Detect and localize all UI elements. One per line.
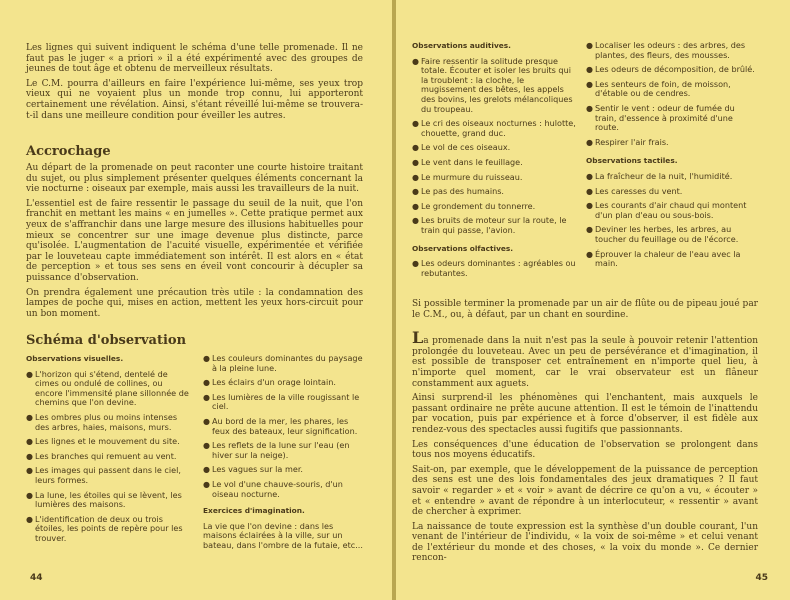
intro-paragraph: Le C.M. pourra d'ailleurs en faire l'expérience lui-même, ses yeux trop vieux qui ne voyaient plus un monde trop connu, lui apporteront certainement une révélation. Ainsi, s'étant réveillé lui-même se trouvera-t-il dans une meilleure condition pour éveiller les autres.: [26, 78, 363, 121]
list-item: ● Les éclairs d'un orage lointain.: [203, 377, 336, 388]
visual-col-1: [26, 354, 190, 549]
list-item: ● Sentir le vent : odeur de fumée du train, d'essence à proximité d'une route.: [586, 102, 735, 133]
closing-paragraph: Si possible terminer la promenade par un air de flûte ou de pipeau joué par le C.M., ou, à défaut, par un chant en sourdine.: [412, 299, 758, 320]
page-number-right: 45: [755, 573, 768, 583]
drop-cap: L: [412, 328, 424, 348]
intro-paragraph: Les lignes qui suivent indiquent le schéma d'une telle promenade. Il ne faut pas le juger « a priori » il a été expérimenté avec des groupes de jeunes de tout âge et obtenu de merveilleux résultats.: [26, 43, 363, 75]
list-item: ● Les lignes et le mouvement du site.: [26, 436, 180, 447]
page-number-left: 44: [30, 573, 43, 583]
accrochage-paragraph: L'essentiel est de faire ressentir le passage du seuil de la nuit, que l'on franchit en mettant les mains « en jumelles ». Cette pratique permet aux yeux de s'affranchir dans une large mesure des illusions habituelles pour mieux se concentrer sur une image devenue plus distincte, parce qu'isolée. L'augmentation de l'acuité visuelle, expérimentée et vérifiée par le louveteau capte immédiatement son intérêt. Il est alors en « état de perception » et tous ses sens en éveil vont concourir à décupler sa puissance d'observation.: [26, 198, 363, 283]
imagination-title: Exercices d'imagination.: [203, 506, 305, 516]
list-item: ● Éprouver la chaleur de l'eau avec la main.: [586, 248, 741, 269]
list-item: ● Les lumières de la ville rougissant le ciel.: [203, 391, 360, 412]
list-item: ● Localiser les odeurs : des arbres, des plantes, des fleurs, des mousses.: [586, 40, 746, 60]
auditive-observations-title: Observations auditives.: [412, 41, 511, 50]
list-item: ● L'identification de deux ou trois étoiles, les points de repère pour les trouver.: [26, 513, 183, 543]
right-page: [396, 0, 790, 600]
tactile-observations-title: Observations tactiles.: [586, 156, 678, 166]
list-item: ● Les senteurs de foin, de moisson, d'étable ou de cendres.: [586, 78, 731, 99]
list-item: ● L'horizon qui s'étend, dentelé de cimes ou ondulé de collines, ou encore l'immensité plane sillonnée de chemins que l'on devine.: [26, 368, 189, 408]
imagination-text: La vie que l'on devine : dans les maisons éclairées à la ville, sur un bateau, dans l'ombre de la futaie, etc...: [203, 520, 363, 550]
list-item: ● Au bord de la mer, les phares, les feux des bateaux, leur signification.: [203, 415, 358, 436]
body-first-paragraph: La promenade dans la nuit n'est pas la seule à pouvoir retenir l'attention prolongée du louveteau. Avec un peu de persévérance et d'imagination, il est possible de transposer cet entraînement en n'importe quel lieu, à n'importe quel moment, car le vrai observateur est un flâneur constamment aux aguets.: [412, 328, 758, 389]
list-item: ● La fraîcheur de la nuit, l'humidité.: [586, 170, 733, 181]
list-item: ● Faire ressentir la solitude presque totale. Écouter et isoler les bruits qui la troublent : la cloche, le mugissement des bêtes, les appels des bovins, les grelots mélancoliques du troupeau.: [412, 55, 573, 114]
accrochage-paragraph: Au départ de la promenade on peut raconter une courte histoire traitant du sujet, ou plus simplement présenter quelques éléments concernant la vie nocturne : oiseaux par exemple, mais aussi les travailleurs de la nuit.: [26, 163, 363, 195]
list-item: ● Le vol d'une chauve-souris, d'un oiseau nocturne.: [203, 478, 343, 499]
list-item: ● Les courants d'air chaud qui montent d'un plan d'eau ou sous-bois.: [586, 200, 747, 220]
right-col-1: [412, 41, 576, 283]
list-item: ● Les ombres plus ou moins intenses des arbres, haies, maisons, murs.: [26, 411, 178, 432]
list-item: ● Les vagues sur la mer.: [203, 464, 303, 475]
list-item: ● Les images qui passent dans le ciel, leurs formes.: [26, 465, 181, 485]
schema-heading: Schéma d'observation: [26, 333, 187, 348]
list-item: ● Les caresses du vent.: [586, 185, 683, 196]
list-item: ● Respirer l'air frais.: [586, 136, 669, 147]
body-paragraph: Les conséquences d'une éducation de l'observation se prolongent dans tous nos moyens éducatifs.: [412, 439, 758, 461]
list-item: ● Le cri des oiseaux nocturnes : hulotte, chouette, grand duc.: [412, 118, 576, 138]
left-page: [0, 0, 392, 600]
list-item: ● Le vent dans le feuillage.: [412, 156, 523, 167]
list-item: ● Le grondement du tonnerre.: [412, 200, 536, 211]
visual-col-2: [203, 354, 365, 555]
olfactive-observations-title: Observations olfactives.: [412, 243, 514, 253]
right-body: [412, 299, 758, 568]
list-item: ● Les reflets de la lune sur l'eau (en hiver sur la neige).: [203, 440, 350, 460]
list-item: ● Le murmure du ruisseau.: [412, 171, 523, 182]
body-paragraph: Sait-on, par exemple, que le développement de la puissance de perception des sens est une des lois fondamentales des jeux dramatiques ? Il faut savoir « regarder » et « voir » avant de décrire ce qu'on a vu, « écouter » et « entendre » avant de répondre à un interlocuteur, « ressentir » avant de chercher à exprimer.: [412, 464, 758, 518]
body-paragraph: Ainsi surprend-il les phénomènes qui l'enchantent, mais auxquels le passant ordinaire ne prête aucune attention. Il est le témoin de l'inattendu par vocation, puis par expérience et à force d'observer, il est fidèle aux rendez-vous des spectacles aussi fugitifs que passionnants.: [412, 393, 758, 435]
list-item: ● Le pas des humains.: [412, 186, 504, 197]
list-item: ● Les odeurs dominantes : agréables ou rebutantes.: [412, 258, 576, 278]
list-item: ● Les branches qui remuent au vent.: [26, 450, 177, 461]
accrochage-paragraph: On prendra également une précaution très utile : la condamnation des lampes de poche qui, mises en action, mettent les yeux hors-circuit pour un bon moment.: [26, 287, 363, 319]
visual-observations-title: Observations visuelles.: [26, 354, 124, 363]
intro-block: [26, 43, 363, 125]
list-item: ● Deviner les herbes, les arbres, au toucher du feuillage ou de l'écorce.: [586, 224, 739, 244]
list-item: ● Les odeurs de décomposition, de brûlé.: [586, 64, 755, 75]
accrochage-block: [26, 163, 363, 323]
right-col-2: [586, 41, 756, 274]
list-item: ● Le vol de ces oiseaux.: [412, 142, 511, 153]
body-paragraph: La naissance de toute expression est la synthèse d'un double courant, l'un venant de l'intérieur de l'individu, « la voix de soi-même » et celui venant de l'extérieur du monde et des choses, « la voix du monde ». Ce dernier rencon-: [412, 521, 758, 564]
list-item: ● Les couleurs dominantes du paysage à la pleine lune.: [203, 353, 363, 373]
accrochage-heading: Accrochage: [26, 144, 111, 159]
list-item: ● La lune, les étoiles qui se lèvent, les lumières des maisons.: [26, 489, 182, 510]
list-item: ● Les bruits de moteur sur la route, le train qui passe, l'avion.: [412, 215, 567, 235]
